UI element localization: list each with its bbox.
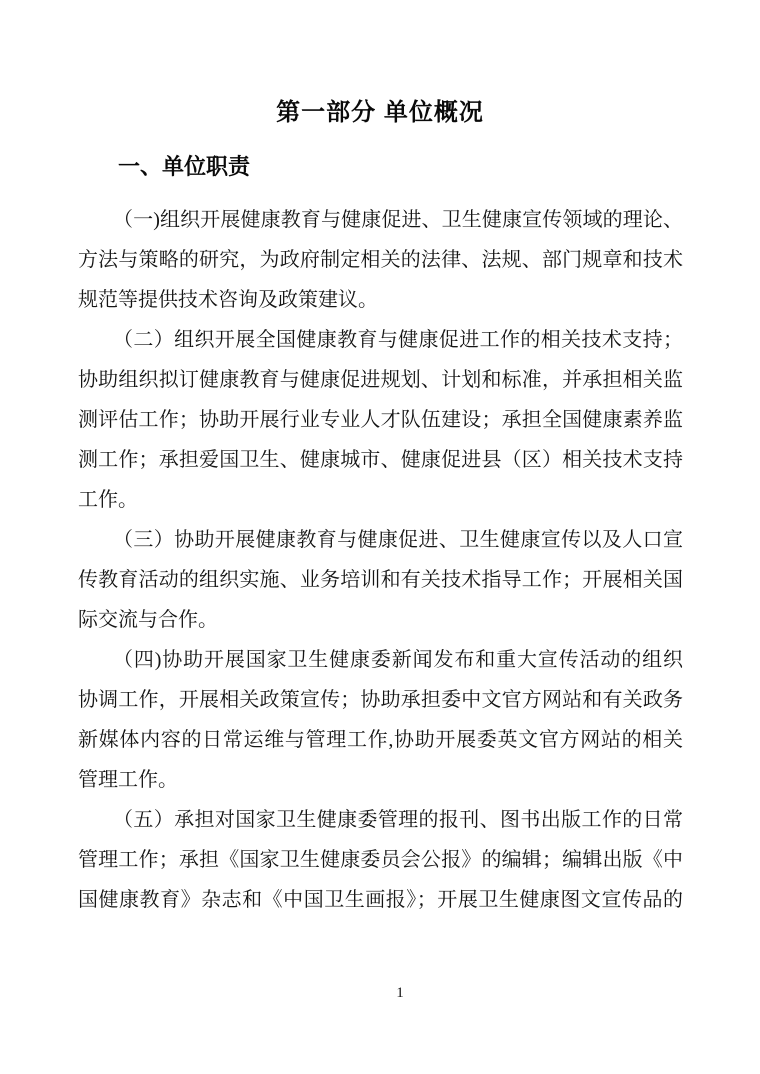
paragraph-4-line: 新媒体内容的日常运维与管理工作,协助开展委英文官方网站的相关 [78,729,683,751]
paragraph-1-line: 规范等提供技术咨询及政策建议。 [78,289,378,311]
paragraph-3-line: 传教育活动的组织实施、业务培训和有关技术指导工作；开展相关国 [78,569,683,591]
section-heading: 一、单位职责 [118,154,251,179]
paragraph-4-line: （四)协助开展国家卫生健康委新闻发布和重大宣传活动的组织 [113,649,683,671]
paragraph-3-line: （三）协助开展健康教育与健康促进、卫生健康宣传以及人口宣 [113,529,683,551]
paragraph-1-line: 方法与策略的研究，为政府制定相关的法律、法规、部门规章和技术 [78,249,683,271]
document-title: 第一部分 单位概况 [276,99,484,126]
paragraph-2-line: （二）组织开展全国健康教育与健康促进工作的相关技术支持； [113,329,683,351]
paragraph-2-line: 协助组织拟订健康教育与健康促进规划、计划和标准，并承担相关监 [78,369,683,391]
paragraph-3-line: 际交流与合作。 [78,609,218,631]
paragraph-5-line: 国健康教育》杂志和《中国卫生画报》；开展卫生健康图文宣传品的 [78,889,683,911]
paragraph-2-line: 测评估工作；协助开展行业专业人才队伍建设；承担全国健康素养监 [78,409,683,431]
paragraph-5-line: （五）承担对国家卫生健康委管理的报刊、图书出版工作的日常 [113,809,683,831]
paragraph-4-line: 管理工作。 [78,769,178,791]
document-body [78,200,683,920]
paragraph-1-line: （一)组织开展健康教育与健康促进、卫生健康宣传领域的理论、 [113,209,683,231]
paragraph-2-line: 工作。 [78,489,138,511]
page-number: 1 [396,985,404,1001]
paragraph-2-line: 测工作；承担爱国卫生、健康城市、健康促进县（区）相关技术支持 [78,449,683,471]
paragraph-4-line: 协调工作，开展相关政策宣传；协助承担委中文官方网站和有关政务 [78,689,683,711]
paragraph-5-line: 管理工作；承担《国家卫生健康委员会公报》的编辑；编辑出版《中 [78,849,683,871]
